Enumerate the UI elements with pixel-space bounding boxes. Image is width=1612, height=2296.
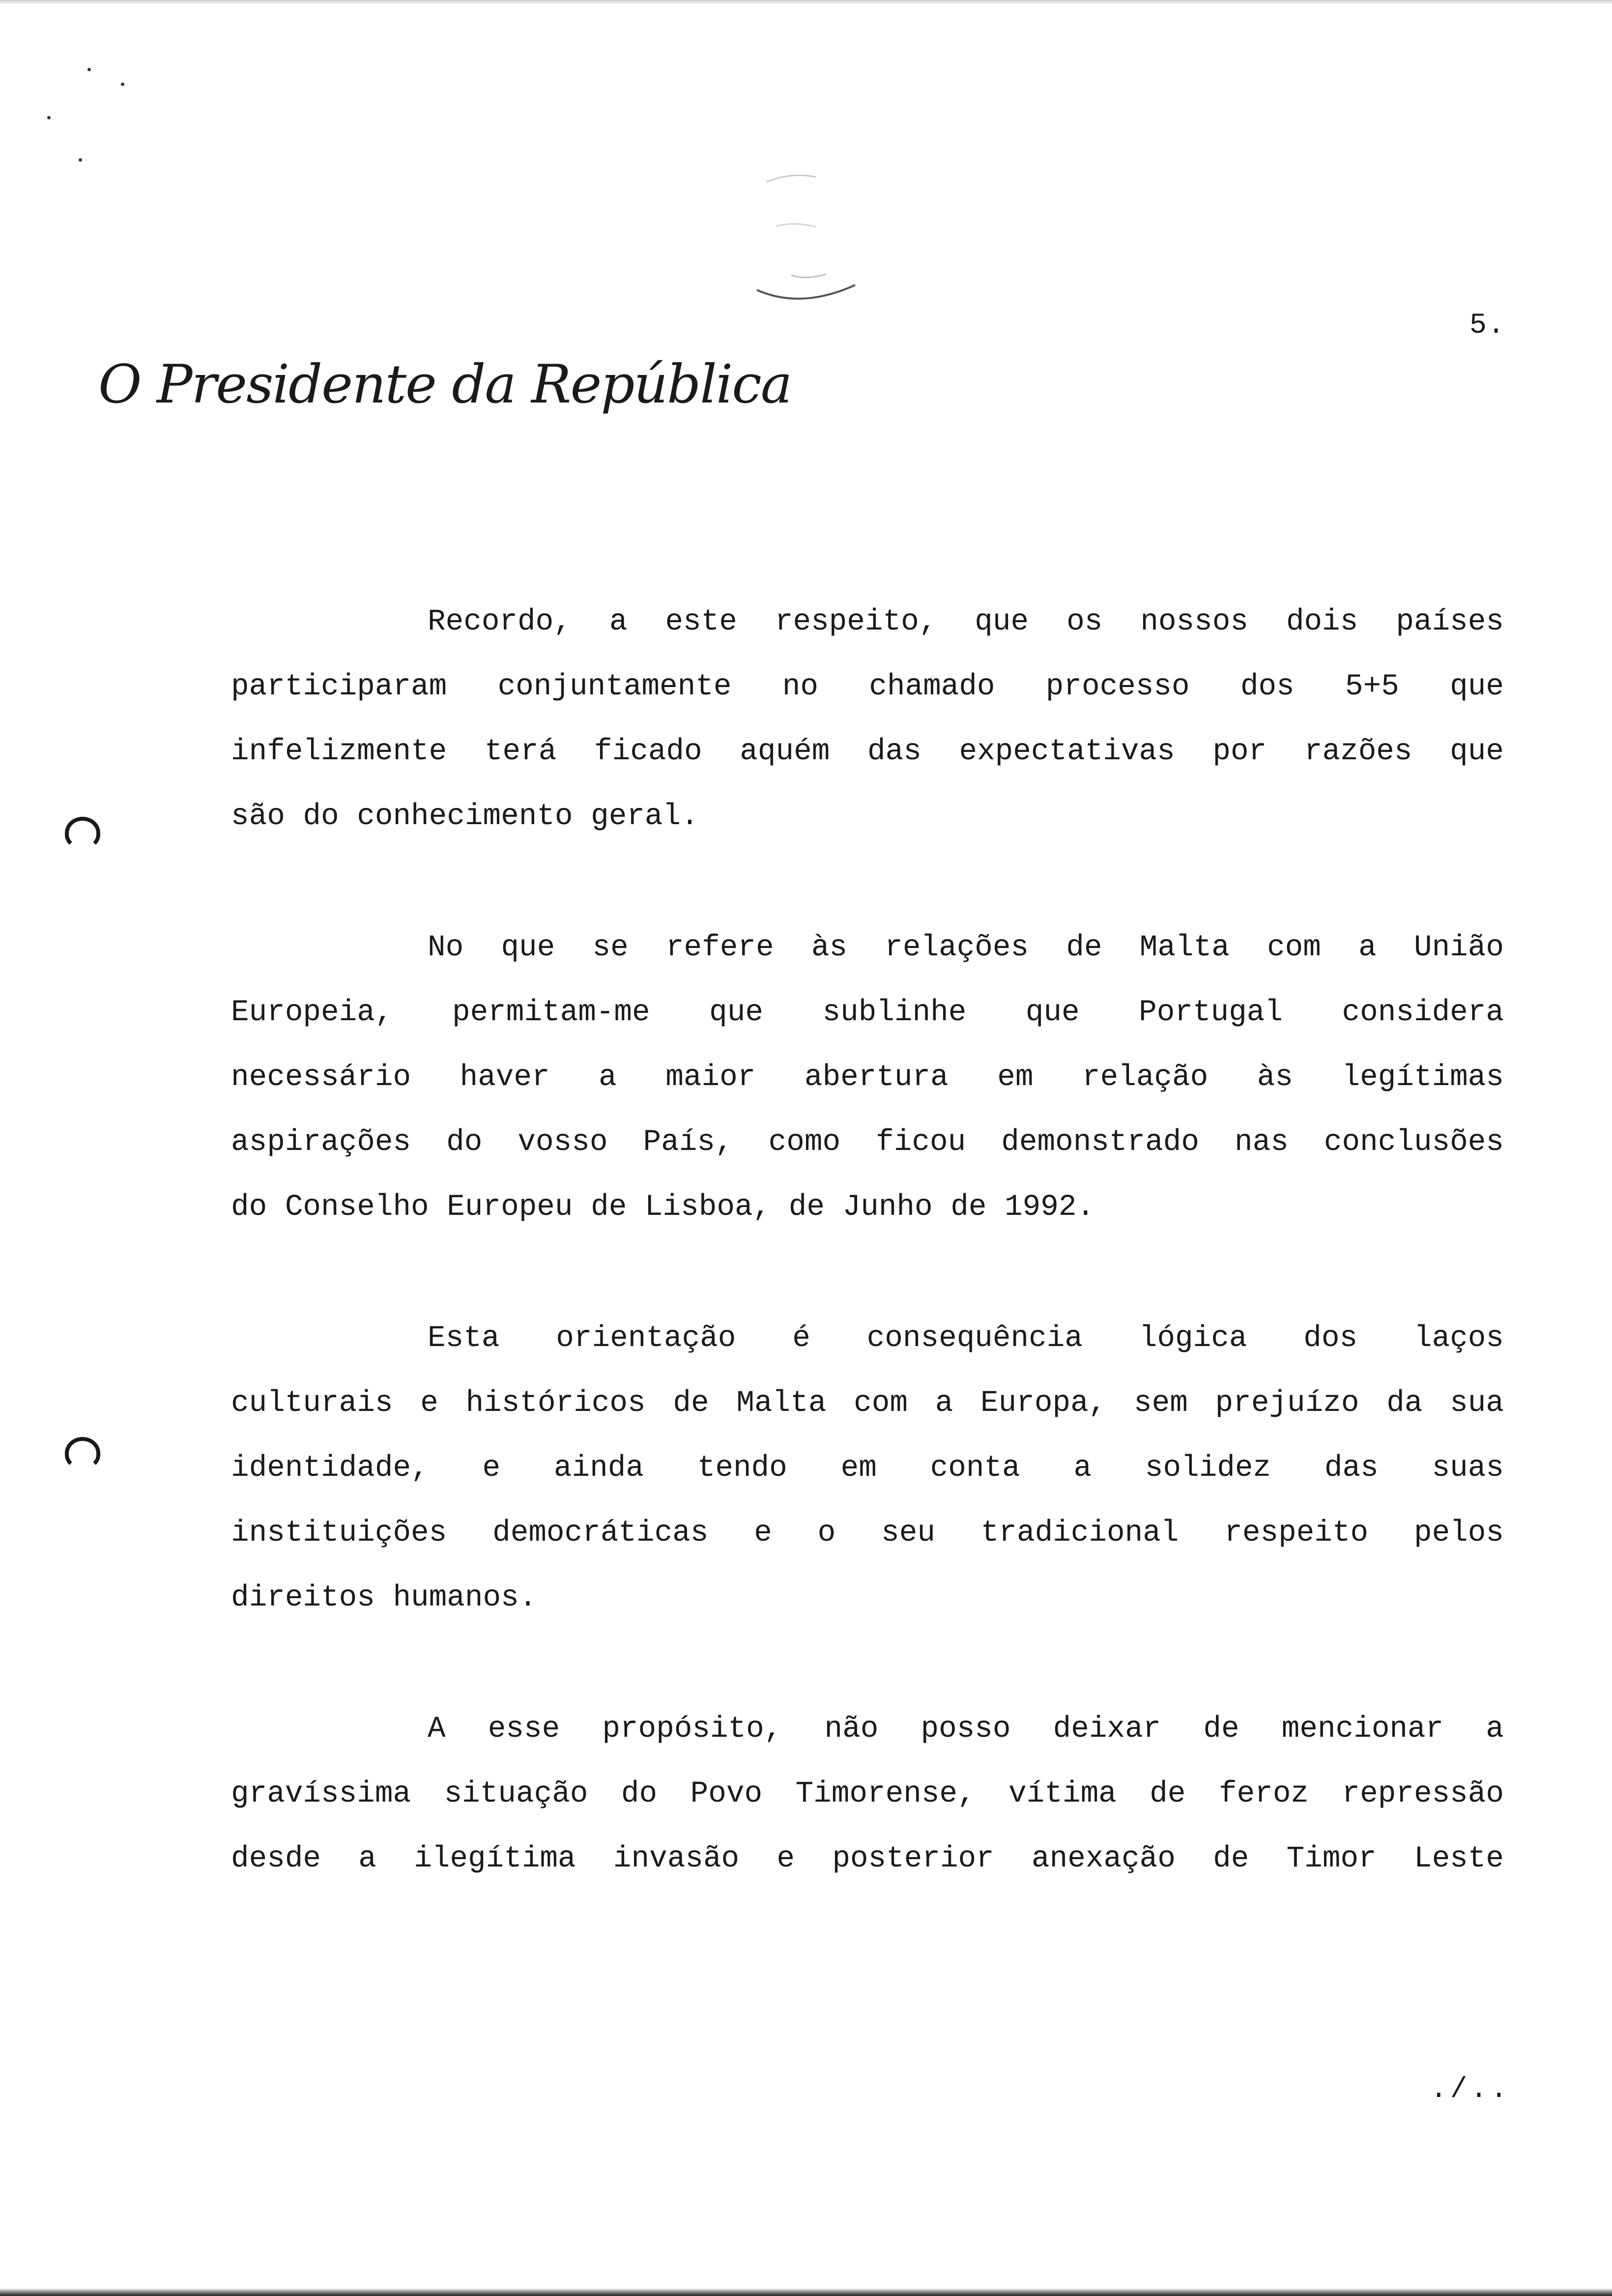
paragraph-line: são do conhecimento geral. — [231, 800, 699, 833]
paragraph-line: instituições democráticas e o seu tradicional respeito pelos — [231, 1516, 1504, 1550]
letter-body — [231, 590, 1504, 1958]
punch-hole-lower — [65, 1437, 100, 1469]
paragraph-line: gravíssima situação do Povo Timorense, vítima de feroz repressão — [231, 1777, 1504, 1811]
paragraph-line: aspirações do vosso País, como ficou demonstrado nas conclusões — [231, 1125, 1504, 1159]
paragraph-line: A esse propósito, não posso deixar de mencionar a — [428, 1712, 1504, 1746]
paragraph-line: necessário haver a maior abertura em relação às legítimas — [231, 1061, 1504, 1094]
paragraph-line: Europeia, permitam-me que sublinhe que Portugal considera — [231, 996, 1504, 1030]
scan-bottom-edge — [0, 2288, 1612, 2296]
scan-speck — [47, 116, 51, 119]
paragraph-line: Recordo, a este respeito, que os nossos dois países — [428, 605, 1504, 639]
scan-speck — [87, 68, 91, 71]
paragraph-line: do Conselho Europeu de Lisboa, de Junho de 1992. — [231, 1190, 1095, 1224]
paragraph-line: culturais e históricos de Malta com a Europa, sem prejuízo da sua — [231, 1386, 1504, 1420]
faint-seal-emboss — [747, 162, 865, 315]
paragraph-line: identidade, e ainda tendo em conta a solidez das suas — [231, 1451, 1504, 1485]
punch-hole-upper — [65, 817, 100, 849]
paragraph-line: infelizmente terá ficado aquém das expectativas por razões que — [231, 735, 1504, 769]
paragraph-line: participaram conjuntamente no chamado processo dos 5+5 que — [231, 670, 1504, 704]
page-number: 5. — [1469, 310, 1506, 342]
scan-speck — [79, 158, 82, 162]
paragraph-line: Esta orientação é consequência lógica dos laços — [428, 1321, 1504, 1355]
continuation-mark: ./.. — [1430, 2074, 1511, 2106]
letterhead-text: O Presidente da República — [98, 354, 792, 415]
paragraph-line: No que se refere às relações de Malta com a União — [428, 931, 1504, 965]
letterhead — [98, 354, 792, 428]
paragraph-2 — [231, 916, 1504, 1240]
paragraph-line: desde a ilegítima invasão e posterior anexação de Timor Leste — [231, 1842, 1504, 1876]
paragraph-1 — [231, 590, 1504, 849]
scan-speck — [121, 83, 124, 86]
scan-top-edge — [0, 0, 1612, 5]
paragraph-line: direitos humanos. — [231, 1581, 537, 1615]
paragraph-4 — [231, 1697, 1504, 1892]
paragraph-3 — [231, 1306, 1504, 1631]
